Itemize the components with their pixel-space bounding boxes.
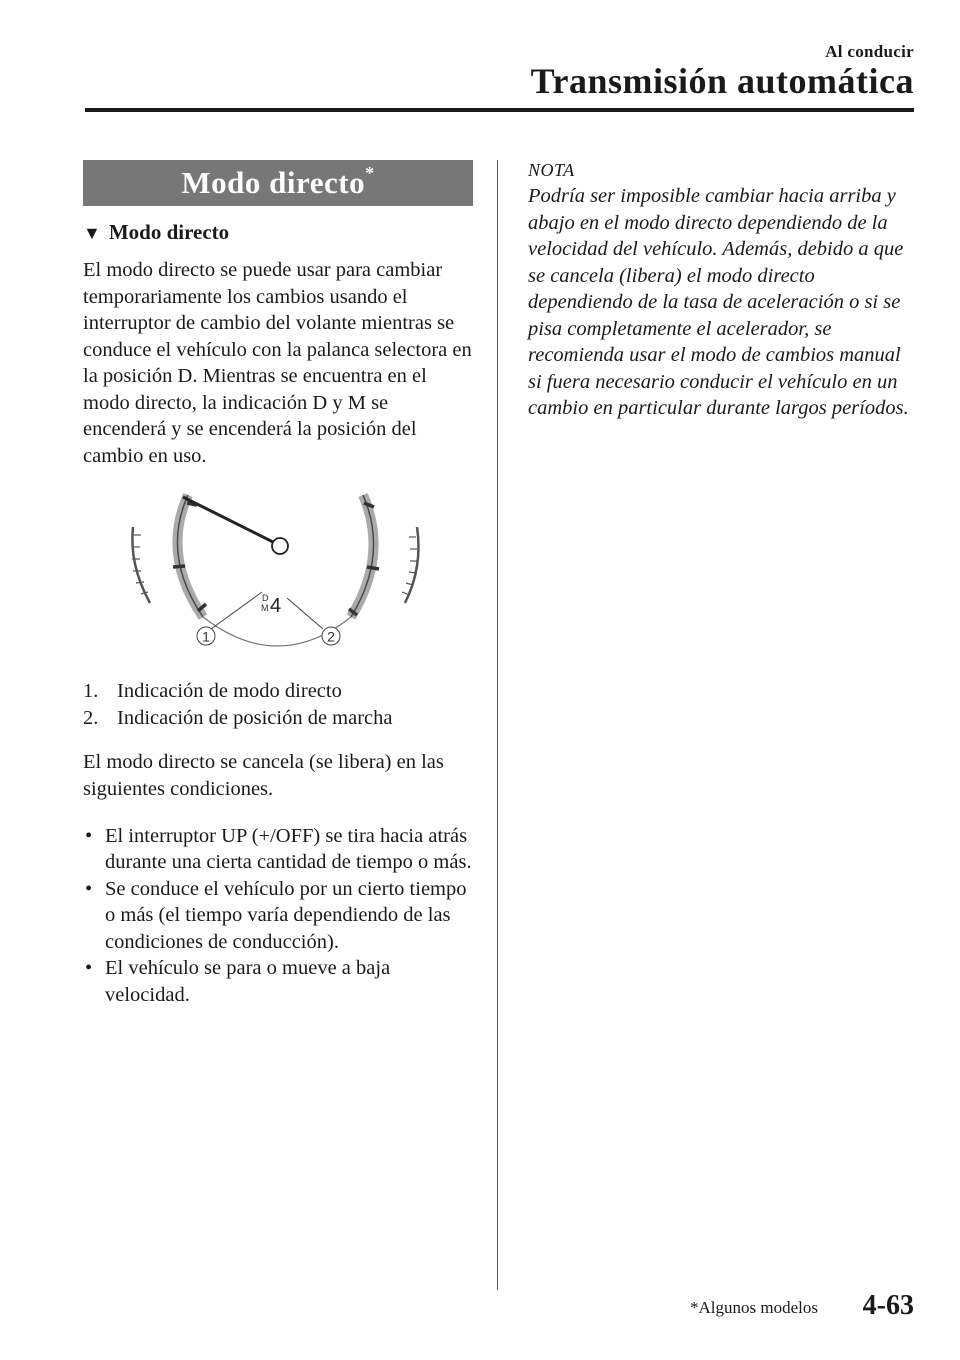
caption-text: Indicación de posición de marcha [117, 706, 393, 729]
caption-item [83, 705, 473, 732]
subheading [83, 220, 473, 245]
leader-line-2 [287, 598, 323, 629]
indicator-m: M [261, 603, 269, 613]
subheading-text: Modo directo [108, 220, 230, 244]
bullet-icon: • [85, 824, 93, 847]
page-title: Transmisión automática [530, 61, 914, 101]
page-number: 4-63 [862, 1290, 914, 1321]
caption-item [83, 678, 473, 705]
section-title [83, 160, 473, 206]
instrument-cluster-illustration [83, 475, 473, 670]
section-title-text: Modo directo [181, 165, 366, 200]
list-item-text: El vehículo se para o mueve a baja velocidad. [105, 957, 391, 1006]
chapter-label: Al conducir [825, 42, 914, 61]
tachometer-scale [173, 495, 206, 617]
note-text: Podría ser imposible cambiar hacia arriba y abajo en el modo directo dependiendo de la velocidad del vehículo. Además, debido a que se cancela (libera) el modo directo dependiendo de la tasa de aceleración o si se pisa completamente el acelerador, se recomienda usar el modo de cambios manual si fuera necesario conducir el vehículo en un cambio en particular durante largos períodos. [528, 185, 909, 419]
callout-1: 1 [202, 628, 210, 645]
header-rule [85, 108, 914, 112]
footnote: *Algunos modelos [690, 1298, 818, 1317]
list-item [83, 955, 473, 1008]
left-outer-scale [132, 527, 150, 603]
gauge-needle [183, 497, 273, 542]
intro-paragraph: El modo directo se puede usar para cambiar temporariamente los cambios usando el interruptor de cambio del volante mientras se conduce el vehículo con la palanca selectora en la posición D. Mientras se encuentra en el modo directo, la indicación D y M se encenderá y se encenderá la posición del cambio en uso. [83, 259, 472, 467]
list-item-text: El interruptor UP (+/OFF) se tira hacia atrás durante una cierta cantidad de tiempo o más. [105, 824, 472, 873]
column-divider [497, 160, 498, 1290]
section-asterisk: * [365, 163, 375, 183]
figure-captions [83, 678, 473, 731]
note-label: NOTA [528, 160, 575, 180]
caption-number: 1. [83, 680, 99, 702]
needle-hub [272, 538, 288, 554]
leader-line-1 [211, 592, 262, 629]
right-column [528, 160, 918, 422]
callout-2: 2 [327, 628, 335, 645]
triangle-marker-icon: ▼ [83, 223, 101, 243]
cancel-paragraph: El modo directo se cancela (se libera) en las siguientes condiciones. [83, 751, 444, 800]
list-item [83, 876, 473, 956]
instrument-cluster-figure [83, 475, 473, 670]
list-item [83, 823, 473, 876]
right-outer-scale [402, 527, 419, 603]
left-column [83, 160, 473, 1008]
gear-position: 4 [270, 595, 282, 617]
bullet-icon: • [85, 957, 93, 979]
cancel-conditions-list [83, 823, 473, 1009]
bullet-icon: • [85, 877, 93, 900]
indicator-d: D [262, 593, 269, 603]
list-item-text: Se conduce el vehículo por un cierto tiempo o más (el tiempo varía dependiendo de las condiciones de conducción). [105, 877, 467, 953]
caption-text: Indicación de modo directo [117, 680, 342, 702]
caption-number: 2. [83, 706, 99, 729]
speedometer-scale [349, 495, 379, 617]
